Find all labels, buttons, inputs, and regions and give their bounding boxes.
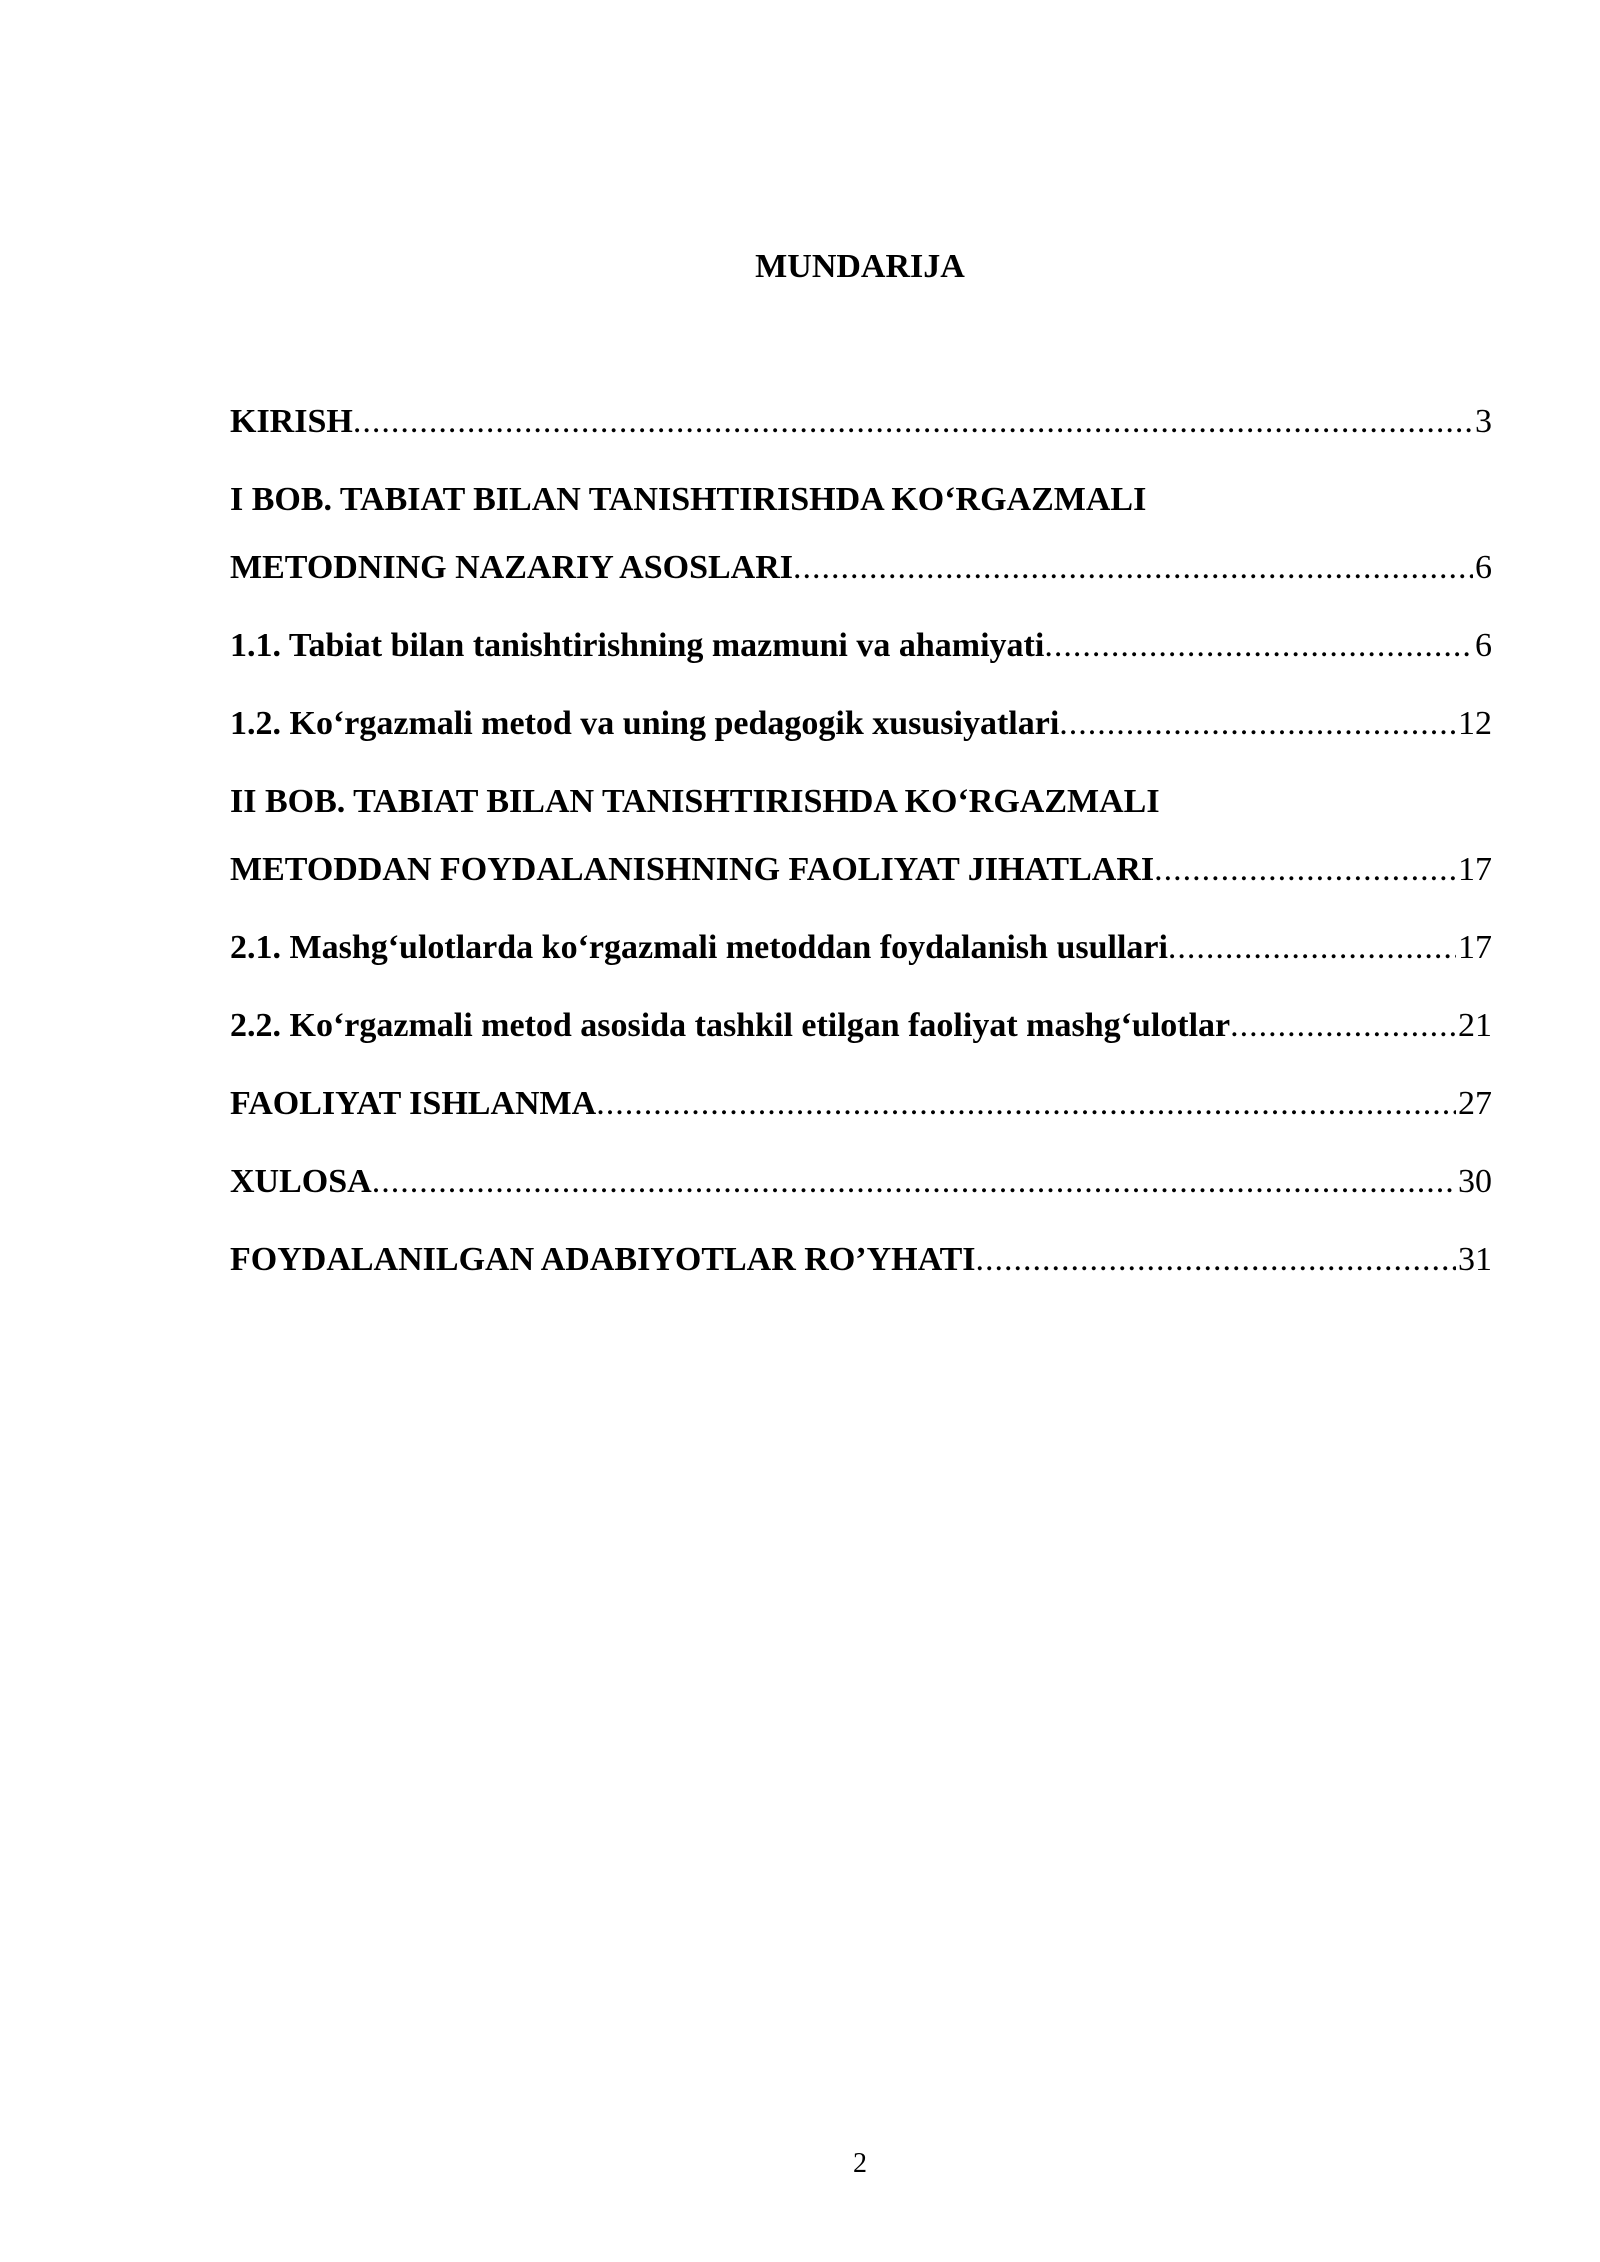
- toc-entry[interactable]: [230, 702, 1492, 746]
- toc-entry[interactable]: [230, 1082, 1492, 1126]
- toc-entry-page: 6: [1475, 549, 1492, 586]
- toc-entry-page: 12: [1458, 705, 1492, 742]
- toc-entry-page: 6: [1475, 627, 1492, 664]
- dot-leader: [1059, 702, 1456, 746]
- dot-leader: [1230, 1004, 1456, 1048]
- toc-entry-label: I BOB. TABIAT BILAN TANISHTIRISHDA KO‘RGAZMALI: [230, 481, 1147, 518]
- toc-entry-label-continued: METODDAN FOYDALANISHNING FAOLIYAT JIHATLARI: [230, 851, 1155, 888]
- toc-entry-label: 1.2. Ko‘rgazmali metod va uning pedagogik xususiyatlari: [230, 705, 1060, 742]
- toc-entry[interactable]: [230, 926, 1492, 970]
- toc-entry-page: 3: [1475, 403, 1492, 440]
- toc-entry[interactable]: [230, 478, 1492, 590]
- page-number: 2: [853, 2148, 867, 2179]
- toc-entry-page: 31: [1458, 1241, 1492, 1278]
- toc-entry-label: XULOSA: [230, 1163, 372, 1200]
- toc-entry-label: KIRISH: [230, 403, 353, 440]
- toc-entry-page: 21: [1458, 1007, 1492, 1044]
- toc-entry[interactable]: [230, 780, 1492, 892]
- dot-leader: [976, 1238, 1456, 1282]
- toc-entry[interactable]: [230, 624, 1492, 668]
- page-title: MUNDARIJA: [755, 248, 965, 285]
- dot-leader: [1168, 926, 1456, 970]
- toc-entry-label: FOYDALANILGAN ADABIYOTLAR RO’YHATI: [230, 1241, 976, 1278]
- dot-leader: [372, 1160, 1456, 1204]
- toc-entry-label: FAOLIYAT ISHLANMA: [230, 1085, 597, 1122]
- toc-entry-page: 27: [1458, 1085, 1492, 1122]
- toc-entry-page: 17: [1458, 851, 1492, 888]
- table-of-contents: [230, 400, 1492, 1282]
- toc-entry[interactable]: [230, 1238, 1492, 1282]
- dot-leader: [793, 546, 1473, 590]
- dot-leader: [1044, 624, 1473, 668]
- dot-leader: [596, 1082, 1456, 1126]
- toc-entry[interactable]: [230, 400, 1492, 444]
- toc-entry-label: 2.2. Ko‘rgazmali metod asosida tashkil etilgan faoliyat mashg‘ulotlar: [230, 1007, 1231, 1044]
- toc-entry-page: 30: [1458, 1163, 1492, 1200]
- dot-leader: [353, 400, 1473, 444]
- toc-entry-page: 17: [1458, 929, 1492, 966]
- toc-entry-label-continued: METODNING NAZARIY ASOSLARI: [230, 549, 793, 586]
- toc-entry-label: 2.1. Mashg‘ulotlarda ko‘rgazmali metoddan foydalanish usullari: [230, 929, 1168, 966]
- toc-entry[interactable]: [230, 1160, 1492, 1204]
- toc-entry[interactable]: [230, 1004, 1492, 1048]
- toc-entry-label: II BOB. TABIAT BILAN TANISHTIRISHDA KO‘RGAZMALI: [230, 783, 1160, 820]
- toc-entry-label: 1.1. Tabiat bilan tanishtirishning mazmuni va ahamiyati: [230, 627, 1045, 664]
- dot-leader: [1154, 848, 1456, 892]
